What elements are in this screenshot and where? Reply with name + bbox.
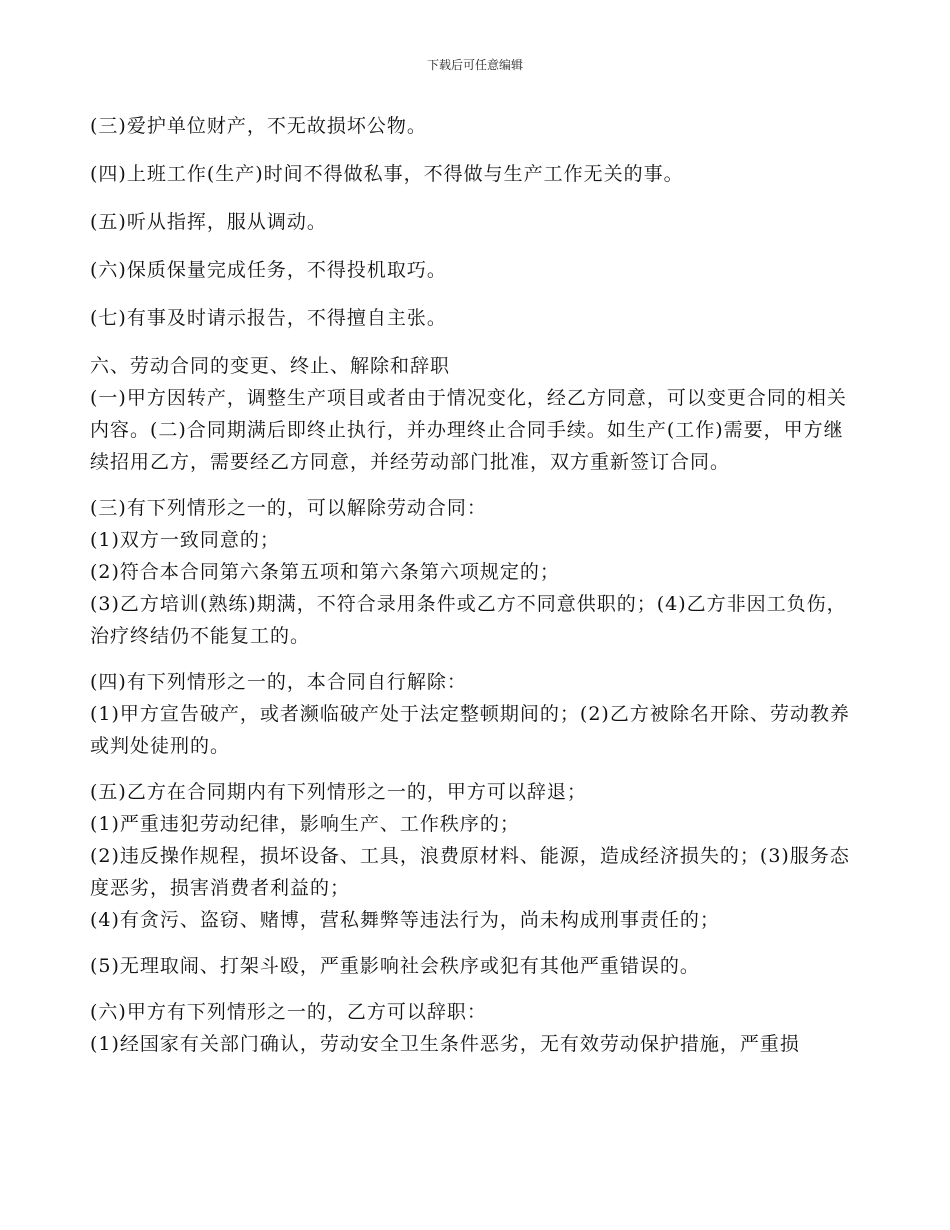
section-heading: 六、劳动合同的变更、终止、解除和辞职 <box>90 355 451 377</box>
paragraph: (四)有下列情形之一的，本合同自行解除： <box>90 671 467 693</box>
list-item: (2)违反操作规程，损坏设备、工具，浪费原材料、能源，造成经济损失的；(3)服务态度恶劣，损害消费者利益的； <box>90 845 850 899</box>
list-item: (3)乙方培训(熟练)期满，不符合录用条件或乙方不同意供职的；(4)乙方非因工负伤，治疗终结仍不能复工的。 <box>90 593 847 647</box>
paragraph: (七)有事及时请示报告，不得擅自主张。 <box>90 307 447 329</box>
paragraph: (三)有下列情形之一的，可以解除劳动合同： <box>90 497 487 519</box>
list-item: (1)双方一致同意的； <box>90 529 280 551</box>
paragraph: (五)听从指挥，服从调动。 <box>90 211 327 233</box>
list-item: (1)甲方宣告破产，或者濒临破产处于法定整顿期间的；(2)乙方被除名开除、劳动教养或判处徒刑的。 <box>90 703 850 757</box>
paragraph: (三)爱护单位财产，不无故损坏公物。 <box>90 115 427 137</box>
page-header: 下载后可任意编辑 <box>426 58 523 72</box>
list-item: (1)严重违犯劳动纪律，影响生产、工作秩序的； <box>90 813 520 835</box>
paragraph: (四)上班工作(生产)时间不得做私事，不得做与生产工作无关的事。 <box>90 163 684 185</box>
list-item: (5)无理取闹、打架斗殴，严重影响社会秩序或犯有其他严重错误的。 <box>90 955 700 977</box>
document-body <box>90 110 860 1060</box>
list-item: (4)有贪污、盗窃、赌博，营私舞弊等违法行为，尚未构成刑事责任的； <box>90 909 720 931</box>
paragraph: (一)甲方因转产，调整生产项目或者由于情况变化，经乙方同意，可以变更合同的相关内容。(二)合同期满后即终止执行，并办理终止合同手续。如生产(工作)需要，甲方继续招用乙方，需要经乙方同意，并经劳动部门批准，双方重新签订合同。 <box>90 387 847 473</box>
paragraph: (六)保质保量完成任务，不得投机取巧。 <box>90 259 447 281</box>
list-item: (1)经国家有关部门确认，劳动安全卫生条件恶劣，无有效劳动保护措施，严重损 <box>90 1033 800 1055</box>
paragraph: (六)甲方有下列情形之一的，乙方可以辞职： <box>90 1001 487 1023</box>
list-item: (2)符合本合同第六条第五项和第六条第六项规定的； <box>90 561 560 583</box>
paragraph: (五)乙方在合同期内有下列情形之一的，甲方可以辞退； <box>90 781 587 803</box>
